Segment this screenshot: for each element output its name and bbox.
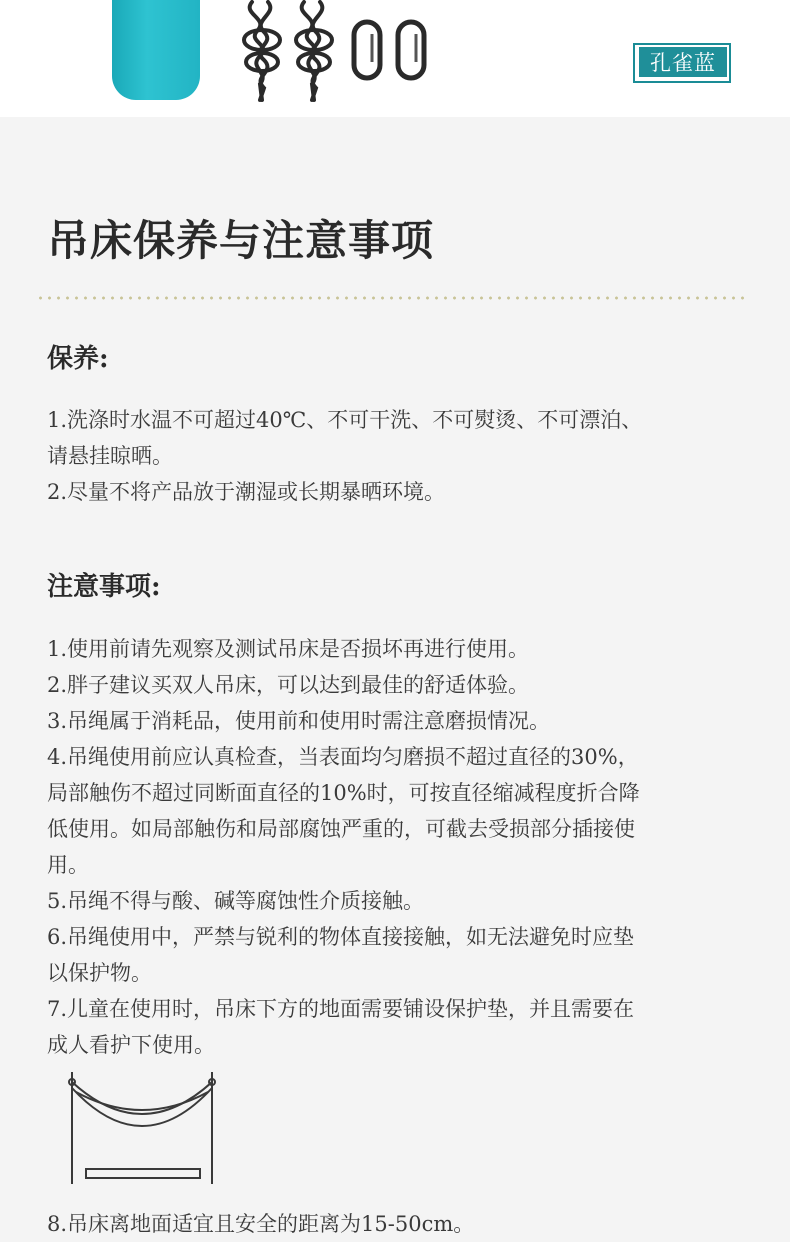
rope-icon [290,0,338,104]
carabiner-icon [394,18,430,82]
notes-line: 6.吊绳使用中，严禁与锐利的物体直接接触，如无法避免时应垫 [47,925,635,949]
notes-line: 用。 [47,853,89,877]
notes-line: 2.胖子建议买双人吊床，可以达到最佳的舒适体验。 [47,673,530,697]
hammock-height-illustration [60,1068,230,1190]
rope-icon [238,0,286,104]
carabiner-icon [350,18,386,82]
notes-heading: 注意事项: [47,572,161,602]
notes-line: 3.吊绳属于消耗品，使用前和使用时需注意磨损情况。 [47,709,551,733]
maintenance-line: 2.尽量不将产品放于潮湿或长期暴晒环境。 [47,480,446,504]
notes-line: 1.使用前请先观察及测试吊床是否损坏再进行使用。 [47,637,530,661]
notes-line: 7.儿童在使用时，吊床下方的地面需要铺设保护垫，并且需要在 [47,997,635,1021]
notes-line: 4.吊绳使用前应认真检查，当表面均匀磨损不超过直径的30%， [47,745,639,769]
color-variant-label: 孔雀蓝 [639,47,727,77]
maintenance-line: 请悬挂晾晒。 [47,444,173,468]
notes-list [47,631,737,1063]
notes-line: 成人看护下使用。 [47,1033,215,1057]
notes-line: 局部触伤不超过同断面直径的10%时，可按直径缩减程度折合降 [47,781,640,805]
maintenance-list [47,402,737,510]
product-image-strip [0,0,790,117]
notes-line: 以保护物。 [47,961,152,985]
storage-bag-image [112,0,200,100]
color-variant-tag [633,43,731,83]
maintenance-heading: 保养: [47,344,109,374]
notes-line: 5.吊绳不得与酸、碱等腐蚀性介质接触。 [47,889,425,913]
page-title: 吊床保养与注意事项 [47,216,435,265]
dotted-divider [36,296,748,300]
maintenance-line: 1.洗涤时水温不可超过40℃、不可干洗、不可熨烫、不可漂泊、 [47,408,643,432]
notes-last-line: 8.吊床离地面适宜且安全的距离为15-50cm。 [47,1212,475,1236]
notes-line: 低使用。如局部触伤和局部腐蚀严重的，可截去受损部分插接使 [47,817,635,841]
